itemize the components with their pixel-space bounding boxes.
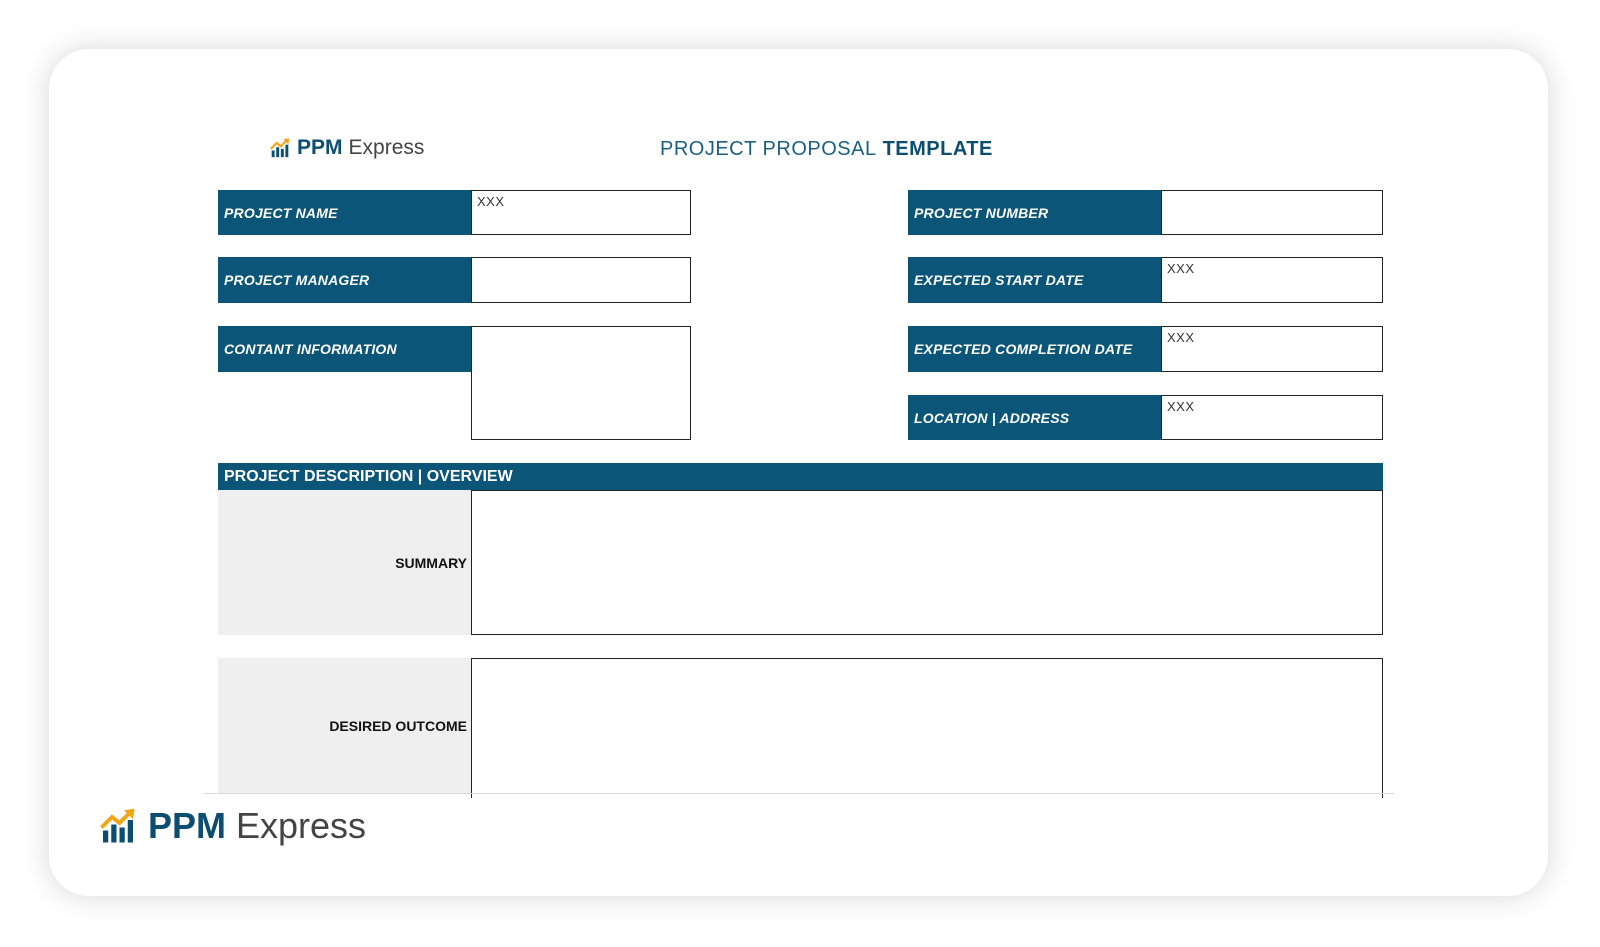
title-light: PROJECT PROPOSAL	[660, 138, 877, 160]
expected-start-date-label: EXPECTED START DATE	[908, 257, 1162, 303]
title-bold: TEMPLATE	[882, 138, 993, 160]
project-name-field[interactable]: XXX	[471, 190, 691, 235]
growth-chart-icon	[100, 808, 136, 844]
location-address-field[interactable]: XXX	[1161, 395, 1383, 440]
brand-name-bold: PPM	[148, 805, 227, 846]
contact-information-label: CONTANT INFORMATION	[218, 326, 472, 372]
summary-label: SUMMARY	[218, 490, 471, 635]
expected-start-date-field[interactable]: XXX	[1161, 257, 1383, 303]
brand-name-light: Express	[236, 805, 367, 846]
growth-chart-icon	[270, 138, 290, 158]
project-description-header: PROJECT DESCRIPTION | OVERVIEW	[218, 463, 1383, 490]
project-manager-label: PROJECT MANAGER	[218, 257, 472, 303]
expected-completion-date-field[interactable]: XXX	[1161, 326, 1383, 372]
project-name-label: PROJECT NAME	[218, 190, 472, 235]
summary-field[interactable]	[471, 490, 1383, 635]
brand-name-light: Express	[348, 136, 425, 159]
location-address-label: LOCATION | ADDRESS	[908, 395, 1162, 440]
page-title	[660, 138, 993, 161]
brand-logo-top	[270, 136, 424, 160]
contact-information-field[interactable]	[471, 326, 691, 440]
project-manager-field[interactable]	[471, 257, 691, 303]
desired-outcome-field[interactable]	[471, 658, 1383, 798]
brand-name-bold: PPM	[297, 136, 343, 159]
brand-logo-bottom	[100, 805, 366, 847]
project-number-field[interactable]	[1161, 190, 1383, 235]
expected-completion-date-label: EXPECTED COMPLETION DATE	[908, 326, 1162, 372]
project-number-label: PROJECT NUMBER	[908, 190, 1162, 235]
crop-divider	[204, 793, 1394, 794]
desired-outcome-label: DESIRED OUTCOME	[218, 658, 471, 793]
